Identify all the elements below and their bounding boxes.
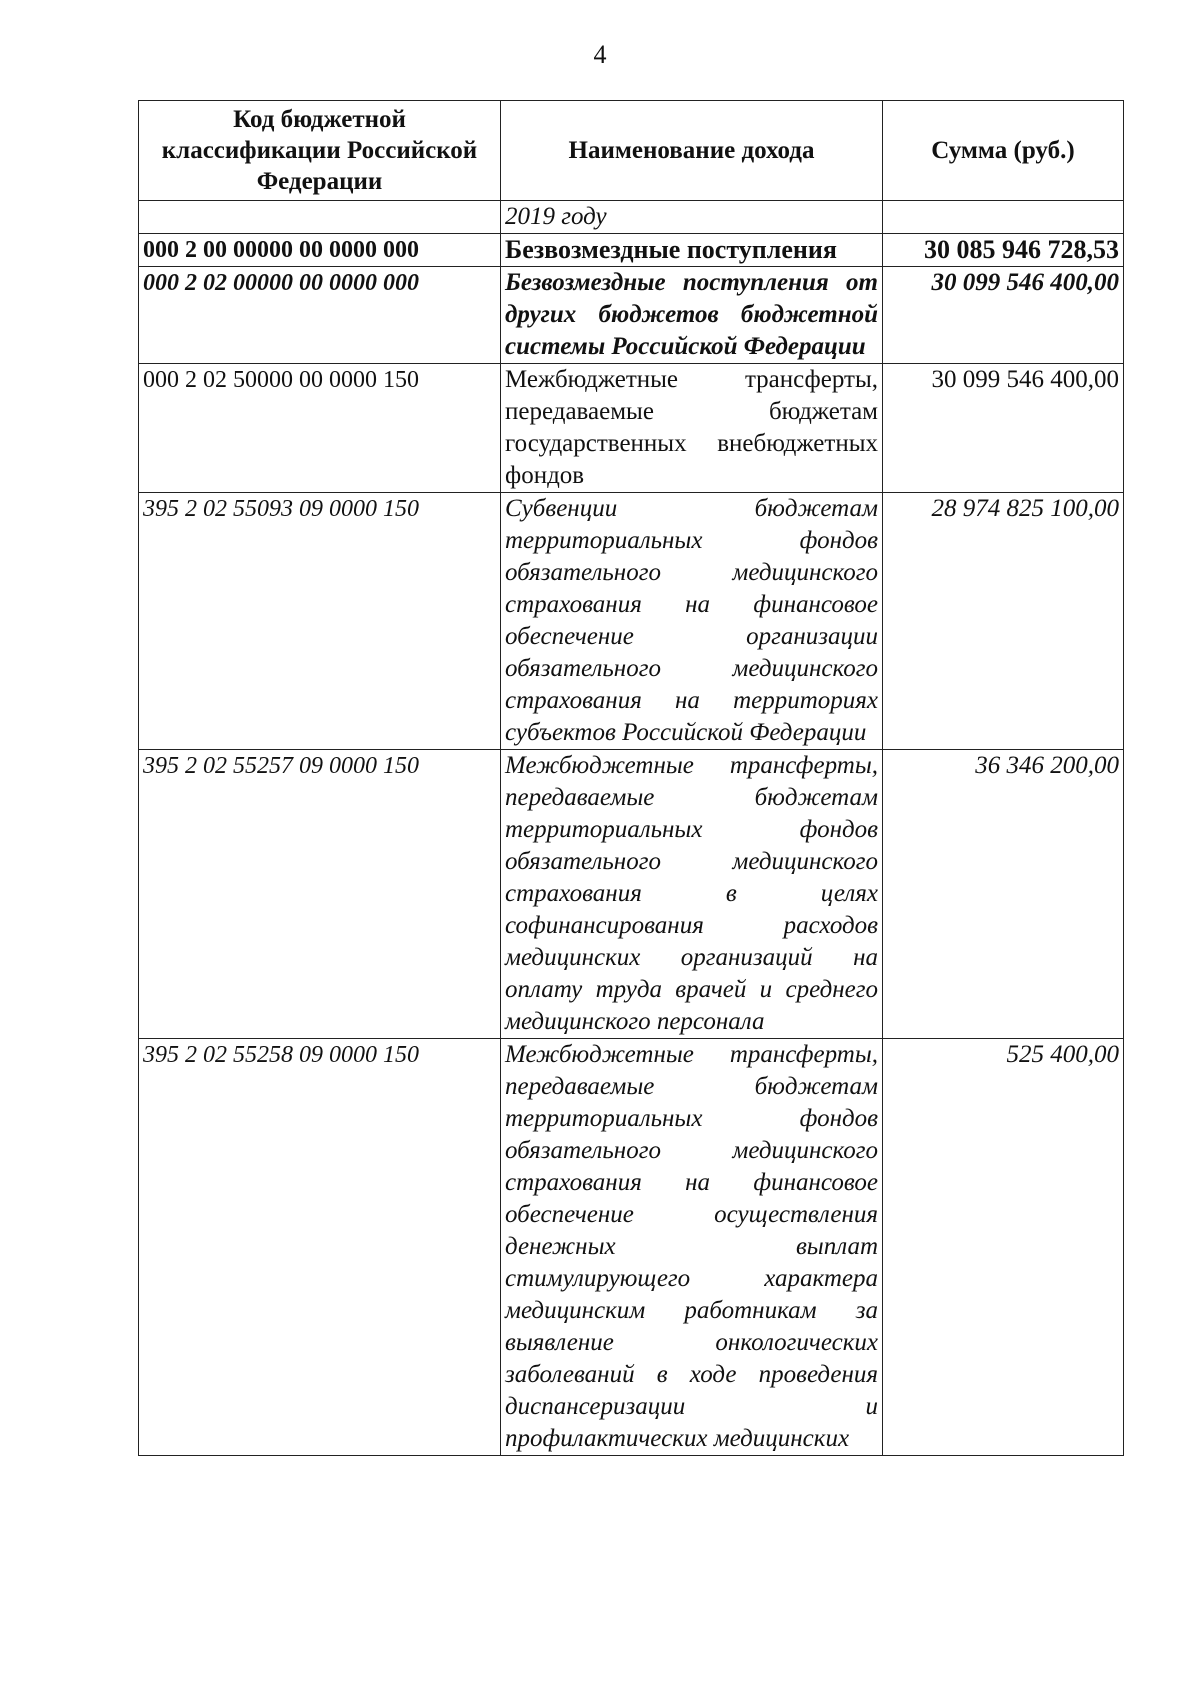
row-amount: 30 099 546 400,00 — [883, 267, 1124, 364]
table-row — [139, 267, 1124, 364]
row-amount: 28 974 825 100,00 — [883, 493, 1124, 750]
row-code: 000 2 02 00000 00 0000 000 — [139, 267, 501, 364]
row-code: 395 2 02 55093 09 0000 150 — [139, 493, 501, 750]
header-code: Код бюджетной классификации Российской Федерации — [139, 101, 501, 201]
header-name: Наименование дохода — [501, 101, 883, 201]
row-name: Безвозмездные поступления от других бюджетов бюджетной системы Российской Федерации — [501, 267, 883, 364]
page-number: 4 — [593, 40, 607, 69]
continuation-row — [139, 201, 1124, 234]
table-row — [139, 493, 1124, 750]
row-name: Межбюджетные трансферты, передаваемые бюджетам территориальных фондов обязательного медицинского страхования на финансовое обеспечение осуществления денежных выплат стимулирующего характера медицинским работникам за выявление онкологических заболеваний в ходе проведения диспансеризации и профилактических медицинских — [501, 1039, 883, 1456]
continuation-amount-cell — [883, 201, 1124, 234]
row-code: 000 2 00 00000 00 0000 000 — [139, 234, 501, 267]
table-header-row — [139, 101, 1124, 201]
table-row — [139, 234, 1124, 267]
header-amount: Сумма (руб.) — [883, 101, 1124, 201]
row-code: 395 2 02 55258 09 0000 150 — [139, 1039, 501, 1456]
row-amount: 36 346 200,00 — [883, 750, 1124, 1039]
row-code: 000 2 02 50000 00 0000 150 — [139, 364, 501, 493]
row-code: 395 2 02 55257 09 0000 150 — [139, 750, 501, 1039]
row-name: Межбюджетные трансферты, передаваемые бюджетам государственных внебюджетных фондов — [501, 364, 883, 493]
table-row — [139, 364, 1124, 493]
row-name: Безвозмездные поступления — [501, 234, 883, 267]
row-name: Межбюджетные трансферты, передаваемые бюджетам территориальных фондов обязательного медицинского страхования в целях софинансирования расходов медицинских организаций на оплату труда врачей и среднего медицинского персонала — [501, 750, 883, 1039]
row-amount: 30 099 546 400,00 — [883, 364, 1124, 493]
row-name: Субвенции бюджетам территориальных фондов обязательного медицинского страхования на финансовое обеспечение организации обязательного медицинского страхования на территориях субъектов Российской Федерации — [501, 493, 883, 750]
revenue-table — [138, 100, 1124, 1456]
continuation-text: 2019 году — [501, 201, 883, 234]
continuation-code-cell — [139, 201, 501, 234]
table-row — [139, 750, 1124, 1039]
row-amount: 525 400,00 — [883, 1039, 1124, 1456]
table-row — [139, 1039, 1124, 1456]
row-amount: 30 085 946 728,53 — [883, 234, 1124, 267]
